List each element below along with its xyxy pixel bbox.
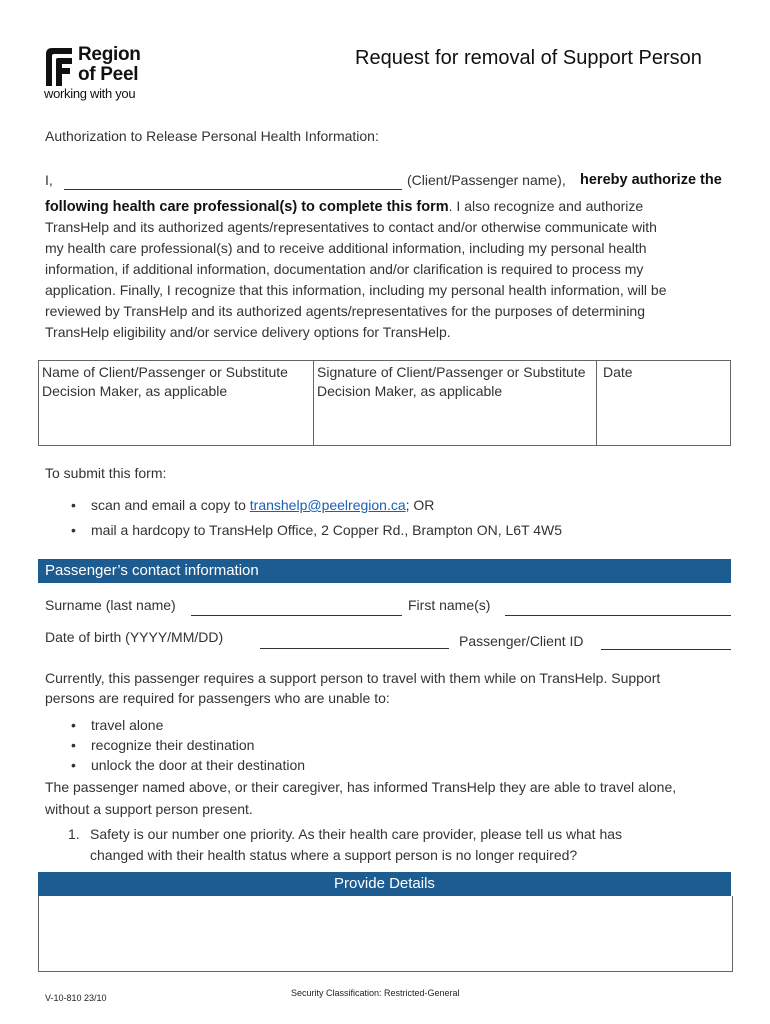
date-cell[interactable] [597, 361, 731, 446]
auth-line: TransHelp and its authorized agents/representatives to contact and/or otherwise communicate with [45, 219, 657, 235]
auth-heading: Authorization to Release Personal Health Information: [45, 128, 379, 144]
contact-section-title: Passenger’s contact information [45, 562, 259, 579]
requirement-line-1: Currently, this passenger requires a support person to travel with them while on TransHelp. Support [45, 670, 661, 686]
client-name-field[interactable] [64, 189, 402, 190]
submit-item-mail: • mail a hardcopy to TransHelp Office, 2 Copper Rd., Brampton ON, L6T 4W5 [45, 520, 562, 540]
requirement-item: • travel alone [45, 715, 305, 735]
auth-line: information, if additional information, documentation and/or clarification is required to process my [45, 261, 644, 277]
submit-list [45, 495, 562, 540]
signature-column-header: Signature of Client/Passenger or Substitute Decision Maker, as applicable [317, 364, 586, 399]
logo-tagline: working with you [44, 86, 136, 101]
client-id-label: Passenger/Client ID [459, 633, 584, 649]
name-column-header: Name of Client/Passenger or Substitute Decision Maker, as applicable [42, 364, 288, 399]
details-section-title: Provide Details [334, 875, 435, 892]
question-line-2: changed with their health status where a support person is no longer required? [90, 847, 578, 863]
auth-bold-part-b: following health care professional(s) to complete this form [45, 199, 449, 215]
auth-line-2 [45, 196, 643, 218]
auth-bold-part-a: hereby authorize the [580, 172, 722, 188]
informed-line-1: The passenger named above, or their caregiver, has informed TransHelp they are able to travel alone, [45, 779, 677, 795]
security-classification: Security Classification: Restricted-General [291, 988, 460, 998]
auth-line: reviewed by TransHelp and its authorized agents/representatives for the purposes of determining [45, 303, 646, 319]
submit-heading: To submit this form: [45, 465, 167, 481]
signature-table [38, 360, 731, 446]
details-section-bar [38, 872, 731, 896]
question-line-1: Safety is our number one priority. As their health care provider, please tell us what has [90, 826, 623, 842]
auth-paragraph [45, 217, 667, 343]
dob-field[interactable] [260, 648, 449, 649]
submit-email-text: scan and email a copy to [91, 497, 246, 513]
name-cell[interactable] [39, 361, 314, 446]
informed-line-2: without a support person present. [45, 801, 253, 817]
requirement-item: • recognize their destination [45, 735, 305, 755]
client-id-field[interactable] [601, 649, 731, 650]
details-input-box[interactable] [38, 896, 733, 972]
auth-line: application. Finally, I recognize that this information, including my personal health information, will be [45, 282, 667, 298]
first-name-label: First name(s) [408, 597, 491, 613]
surname-label: Surname (last name) [45, 597, 176, 613]
auth-after-bold: . I also recognize and authorize [448, 198, 644, 214]
peel-logo-icon [44, 46, 74, 86]
first-name-field[interactable] [505, 615, 731, 616]
auth-line: my health care professional(s) and to receive additional information, including my personal health [45, 240, 647, 256]
dob-label: Date of birth (YYYY/MM/DD) [45, 629, 224, 645]
signature-cell[interactable] [314, 361, 597, 446]
form-id: V-10-810 23/10 [45, 993, 107, 1003]
requirement-list [45, 715, 305, 775]
contact-section-bar [38, 559, 731, 583]
submit-email-or: ; OR [405, 497, 435, 513]
transhelp-email-link[interactable]: transhelp@peelregion.ca [249, 497, 406, 513]
client-name-hint: (Client/Passenger name), [407, 172, 566, 188]
logo-word-of-peel: of Peel [78, 64, 139, 85]
auth-line: TransHelp eligibility and/or service delivery options for TransHelp. [45, 324, 451, 340]
surname-field[interactable] [191, 615, 402, 616]
auth-prefix: I, [45, 172, 53, 188]
date-column-header: Date [603, 364, 633, 380]
region-of-peel-logo [44, 44, 174, 104]
question-number: 1. [68, 826, 80, 842]
page-title: Request for removal of Support Person [355, 47, 702, 69]
logo-word-region: Region [78, 44, 141, 65]
requirement-line-2: persons are required for passengers who are unable to: [45, 690, 390, 706]
submit-item-email [45, 495, 562, 515]
requirement-item: • unlock the door at their destination [45, 755, 305, 775]
